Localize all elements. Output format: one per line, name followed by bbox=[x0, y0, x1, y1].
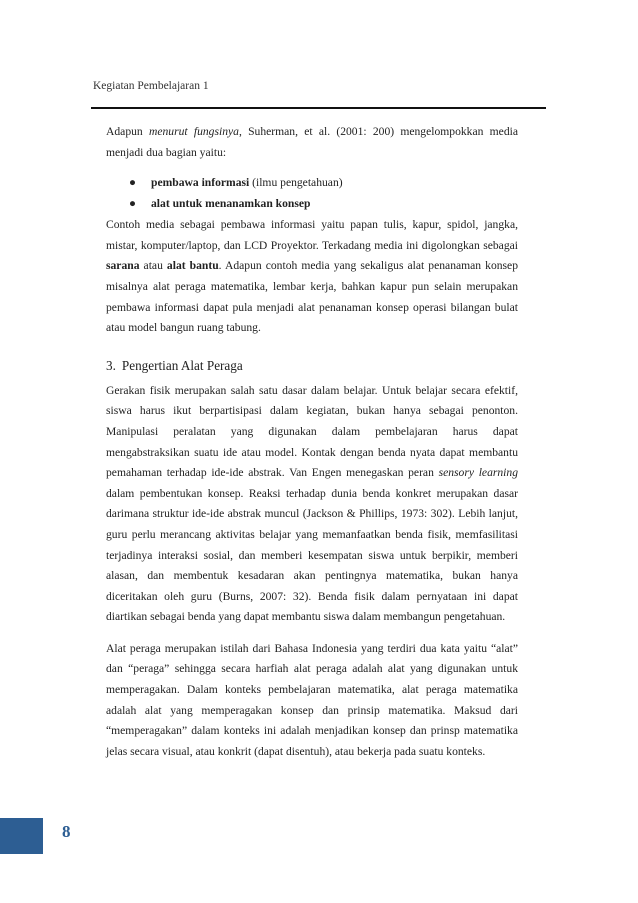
page-number-tab bbox=[0, 818, 43, 854]
section-heading bbox=[106, 355, 518, 377]
paragraph-media-groups: Adapun menurut fungsinya, Suherman, et al. (2001: 200) mengelompokkan media menjadi dua bagian yaitu: bbox=[106, 125, 518, 159]
emphasis-menurut-fungsinya: menurut fungsinya bbox=[148, 125, 239, 138]
paragraph-media-examples: Contoh media sebagai pembawa informasi yaitu papan tulis, kapur, spidol, jangka, mistar, komputer/laptop, dan LCD Proyektor. Terkadang media ini digolongkan sebagai sarana atau alat bantu. Adapun contoh media yang sekaligus alat penanaman konsep misalnya alat peraga matematika, lembar kerja, bahkan kapur pun selain merupakan pembawa informasi dapat pula menjadi alat penanaman konsep operasi bilangan bulat atau model bangun ruang tabung. bbox=[106, 218, 518, 335]
paragraph-alat-peraga-definition: Alat peraga merupakan istilah dari Bahasa Indonesia yang terdiri dua kata yaitu “alat” dan “peraga” sehingga secara harfiah alat peraga adalah alat yang digunakan untuk memperagakan. Dalam konteks pembelajaran matematika, alat peraga matematika adalah alat yang memperagakan konsep dan prinsip matematika. Maksud dari “memperagakan” dalam konteks ini adalah menjadikan konsep dan prinsp matematika jelas secara visual, atau konkrit (dapat disentuh), atau bekerja pada suatu konteks. bbox=[106, 641, 518, 758]
paragraph-physical-movement: Gerakan fisik merupakan salah satu dasar dalam belajar. Untuk belajar secara efektif, siswa harus ikut berpartisipasi dalam kegiatan, bukan hanya sebagai penonton. Manipulasi peralatan yang digunakan dalam pembelajaran harus dapat mengabstraksikan suatu ide atau model. Kontak dengan benda nyata dapat membantu pemahaman terhadap ide-ide abstrak. Van Engen menegaskan peran sensory learning dalam pembentukan konsep. Reaksi terhadap dunia benda konkret merupakan dasar darimana struktur ide-ide abstrak muncul (Jackson & Phillips, 1973: 302). Lebih lanjut, guru perlu merancang aktivitas belajar yang memanfaatkan benda fisik, memfasilitasi terjadinya interaksi sosial, dan memberi kesempatan siswa untuk berpikir, memberi alasan, dan membentuk kesadaran akan pentingnya matematika, bukan hanya diceritakan oleh guru (Burns, 2007: 32). Benda fisik dalam pernyataan ini dapat diartikan sebagai benda yang dapat membantu siswa dalam membangun pengetahuan. bbox=[106, 383, 518, 624]
page-body bbox=[106, 122, 518, 762]
bullet-icon: ● bbox=[129, 197, 137, 211]
bullet-icon: ● bbox=[129, 176, 137, 190]
list-item: ● pembawa informasi (ilmu pengetahuan) bbox=[106, 173, 518, 194]
section-number: 3. bbox=[106, 357, 116, 373]
bullet-list bbox=[106, 173, 518, 215]
emphasis-sensory-learning: sensory learning bbox=[438, 466, 518, 480]
running-header: Kegiatan Pembelajaran 1 bbox=[93, 80, 209, 92]
page-number: 8 bbox=[62, 822, 71, 841]
section-title: Pengertian Alat Peraga bbox=[121, 357, 243, 373]
list-item: ● alat untuk menanamkan konsep bbox=[106, 194, 518, 215]
header-divider bbox=[91, 107, 546, 109]
